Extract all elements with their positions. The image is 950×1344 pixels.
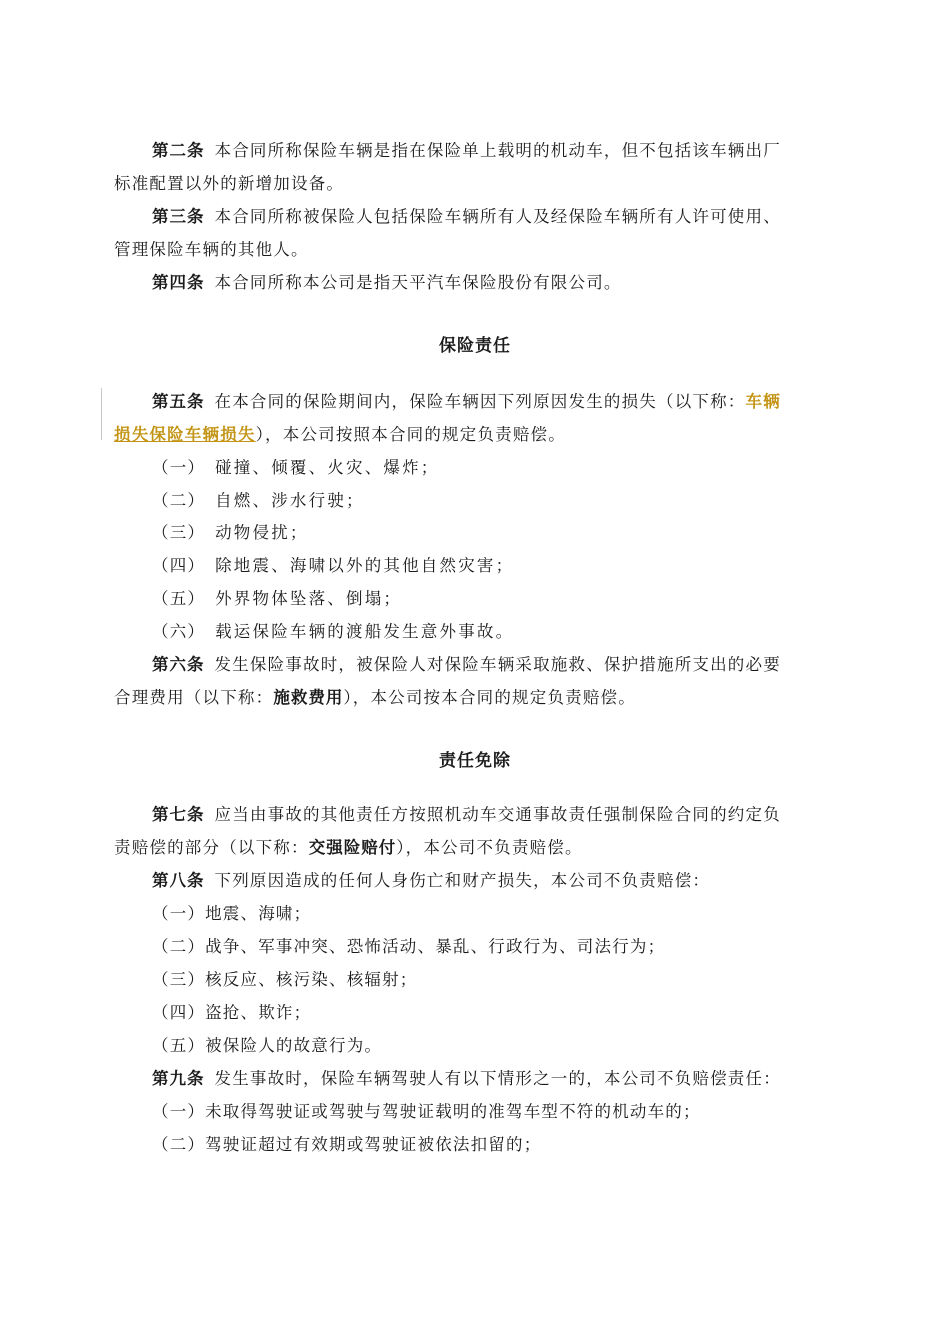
article-4-label: 第四条 — [152, 273, 205, 292]
article-9-text: 发生事故时，保险车辆驾驶人有以下情形之一的，本公司不负赔偿责任： — [214, 1069, 781, 1088]
article-2-line-2: 标准配置以外的新增加设备。 — [114, 174, 345, 193]
article-7-text-2a: 责赔偿的部分（以下称： — [114, 838, 309, 857]
article-5-label: 第五条 — [152, 392, 205, 411]
article-6-label: 第六条 — [152, 655, 205, 674]
list-item-number: （五） — [152, 589, 206, 608]
defined-term: 交强险赔付 — [308, 838, 397, 857]
article-5-text-2: ），本公司按照本合同的规定负责赔偿。 — [255, 425, 566, 444]
article-8-text: 下列原因造成的任何人身伤亡和财产损失，本公司不负责赔偿： — [214, 871, 711, 890]
article-3-line-1 — [152, 207, 839, 227]
list-item-text: 核反应、核污染、核辐射； — [205, 970, 418, 989]
article-2-line-1 — [152, 141, 839, 161]
article-2-label: 第二条 — [152, 141, 205, 160]
list-item — [152, 937, 839, 957]
article-3-line-2: 管理保险车辆的其他人。 — [114, 240, 309, 259]
section-heading-exclusions: 责任免除 — [439, 751, 511, 771]
list-item — [152, 523, 839, 543]
defined-term: 施救费用 — [273, 688, 344, 707]
section-heading-coverage: 保险责任 — [439, 336, 511, 356]
list-item — [152, 1003, 839, 1023]
list-item-number: （四） — [152, 1003, 206, 1022]
list-item — [152, 556, 839, 576]
article-6-line-1 — [152, 655, 839, 675]
article-7-line-2 — [114, 838, 839, 858]
article-6-text-2a: 合理费用（以下称： — [114, 688, 274, 707]
term-link-part-1[interactable]: 车辆 — [745, 392, 781, 411]
list-item — [152, 1135, 839, 1155]
list-item-number: （一） — [152, 1102, 206, 1121]
list-item-number: （四） — [152, 556, 206, 575]
list-item-text: 被保险人的故意行为。 — [205, 1036, 383, 1055]
list-item — [152, 622, 839, 642]
list-item-text: 除地震、海啸以外的其他自然灾害； — [215, 556, 515, 575]
list-item-text: 盗抢、欺诈； — [205, 1003, 312, 1022]
list-item-text: 外界物体坠落、倒塌； — [215, 589, 403, 608]
article-5-line-1 — [152, 392, 839, 412]
list-item-text: 载运保险车辆的渡船发生意外事故。 — [215, 622, 515, 641]
list-item-number: （一） — [152, 458, 206, 477]
list-item-number: （五） — [152, 1036, 206, 1055]
list-item-number: （三） — [152, 970, 206, 989]
list-item-text: 驾驶证超过有效期或驾驶证被依法扣留的； — [205, 1135, 542, 1154]
article-6-line-2 — [114, 688, 839, 708]
list-item — [152, 904, 839, 924]
article-9-line-1 — [152, 1069, 839, 1089]
article-3-label: 第三条 — [152, 207, 205, 226]
list-item-text: 未取得驾驶证或驾驶与驾驶证载明的准驾车型不符的机动车的； — [205, 1102, 701, 1121]
list-item-number: （一） — [152, 904, 206, 923]
list-item — [152, 458, 839, 478]
article-4-text: 本合同所称本公司是指天平汽车保险股份有限公司。 — [214, 273, 622, 292]
list-item-text: 碰撞、倾覆、火灾、爆炸； — [215, 458, 440, 477]
list-item — [152, 491, 839, 511]
list-item — [152, 970, 839, 990]
article-4-line-1 — [152, 273, 839, 293]
article-5-line-2 — [114, 425, 839, 445]
article-6-text: 发生保险事故时，被保险人对保险车辆采取施救、保护措施所支出的必要 — [214, 655, 781, 674]
article-9-label: 第九条 — [152, 1069, 205, 1088]
list-item-text: 动物侵扰； — [215, 523, 309, 542]
article-2-text: 本合同所称保险车辆是指在保险单上载明的机动车，但不包括该车辆出厂 — [214, 141, 781, 160]
article-5-text: 在本合同的保险期间内，保险车辆因下列原因发生的损失（以下称： — [214, 392, 746, 411]
list-item-text: 地震、海啸； — [205, 904, 312, 923]
list-item-number: （二） — [152, 1135, 206, 1154]
article-7-line-1 — [152, 805, 839, 825]
article-7-text-2b: ），本公司不负责赔偿。 — [396, 838, 583, 857]
article-8-line-1 — [152, 871, 839, 891]
list-item-number: （二） — [152, 491, 206, 510]
list-item — [152, 1102, 839, 1122]
term-link-part-2[interactable]: 损失保险车辆损失 — [114, 425, 256, 444]
article-7-label: 第七条 — [152, 805, 205, 824]
article-8-label: 第八条 — [152, 871, 205, 890]
revision-bar — [101, 388, 102, 440]
article-6-text-2b: ），本公司按本合同的规定负责赔偿。 — [343, 688, 636, 707]
article-7-text: 应当由事故的其他责任方按照机动车交通事故责任强制保险合同的约定负 — [214, 805, 781, 824]
list-item — [152, 589, 839, 609]
article-3-text: 本合同所称被保险人包括保险车辆所有人及经保险车辆所有人许可使用、 — [214, 207, 781, 226]
list-item-number: （二） — [152, 937, 206, 956]
list-item — [152, 1036, 839, 1056]
list-item-number: （六） — [152, 622, 206, 641]
list-item-number: （三） — [152, 523, 206, 542]
list-item-text: 战争、军事冲突、恐怖活动、暴乱、行政行为、司法行为； — [205, 937, 666, 956]
list-item-text: 自燃、涉水行驶； — [215, 491, 365, 510]
